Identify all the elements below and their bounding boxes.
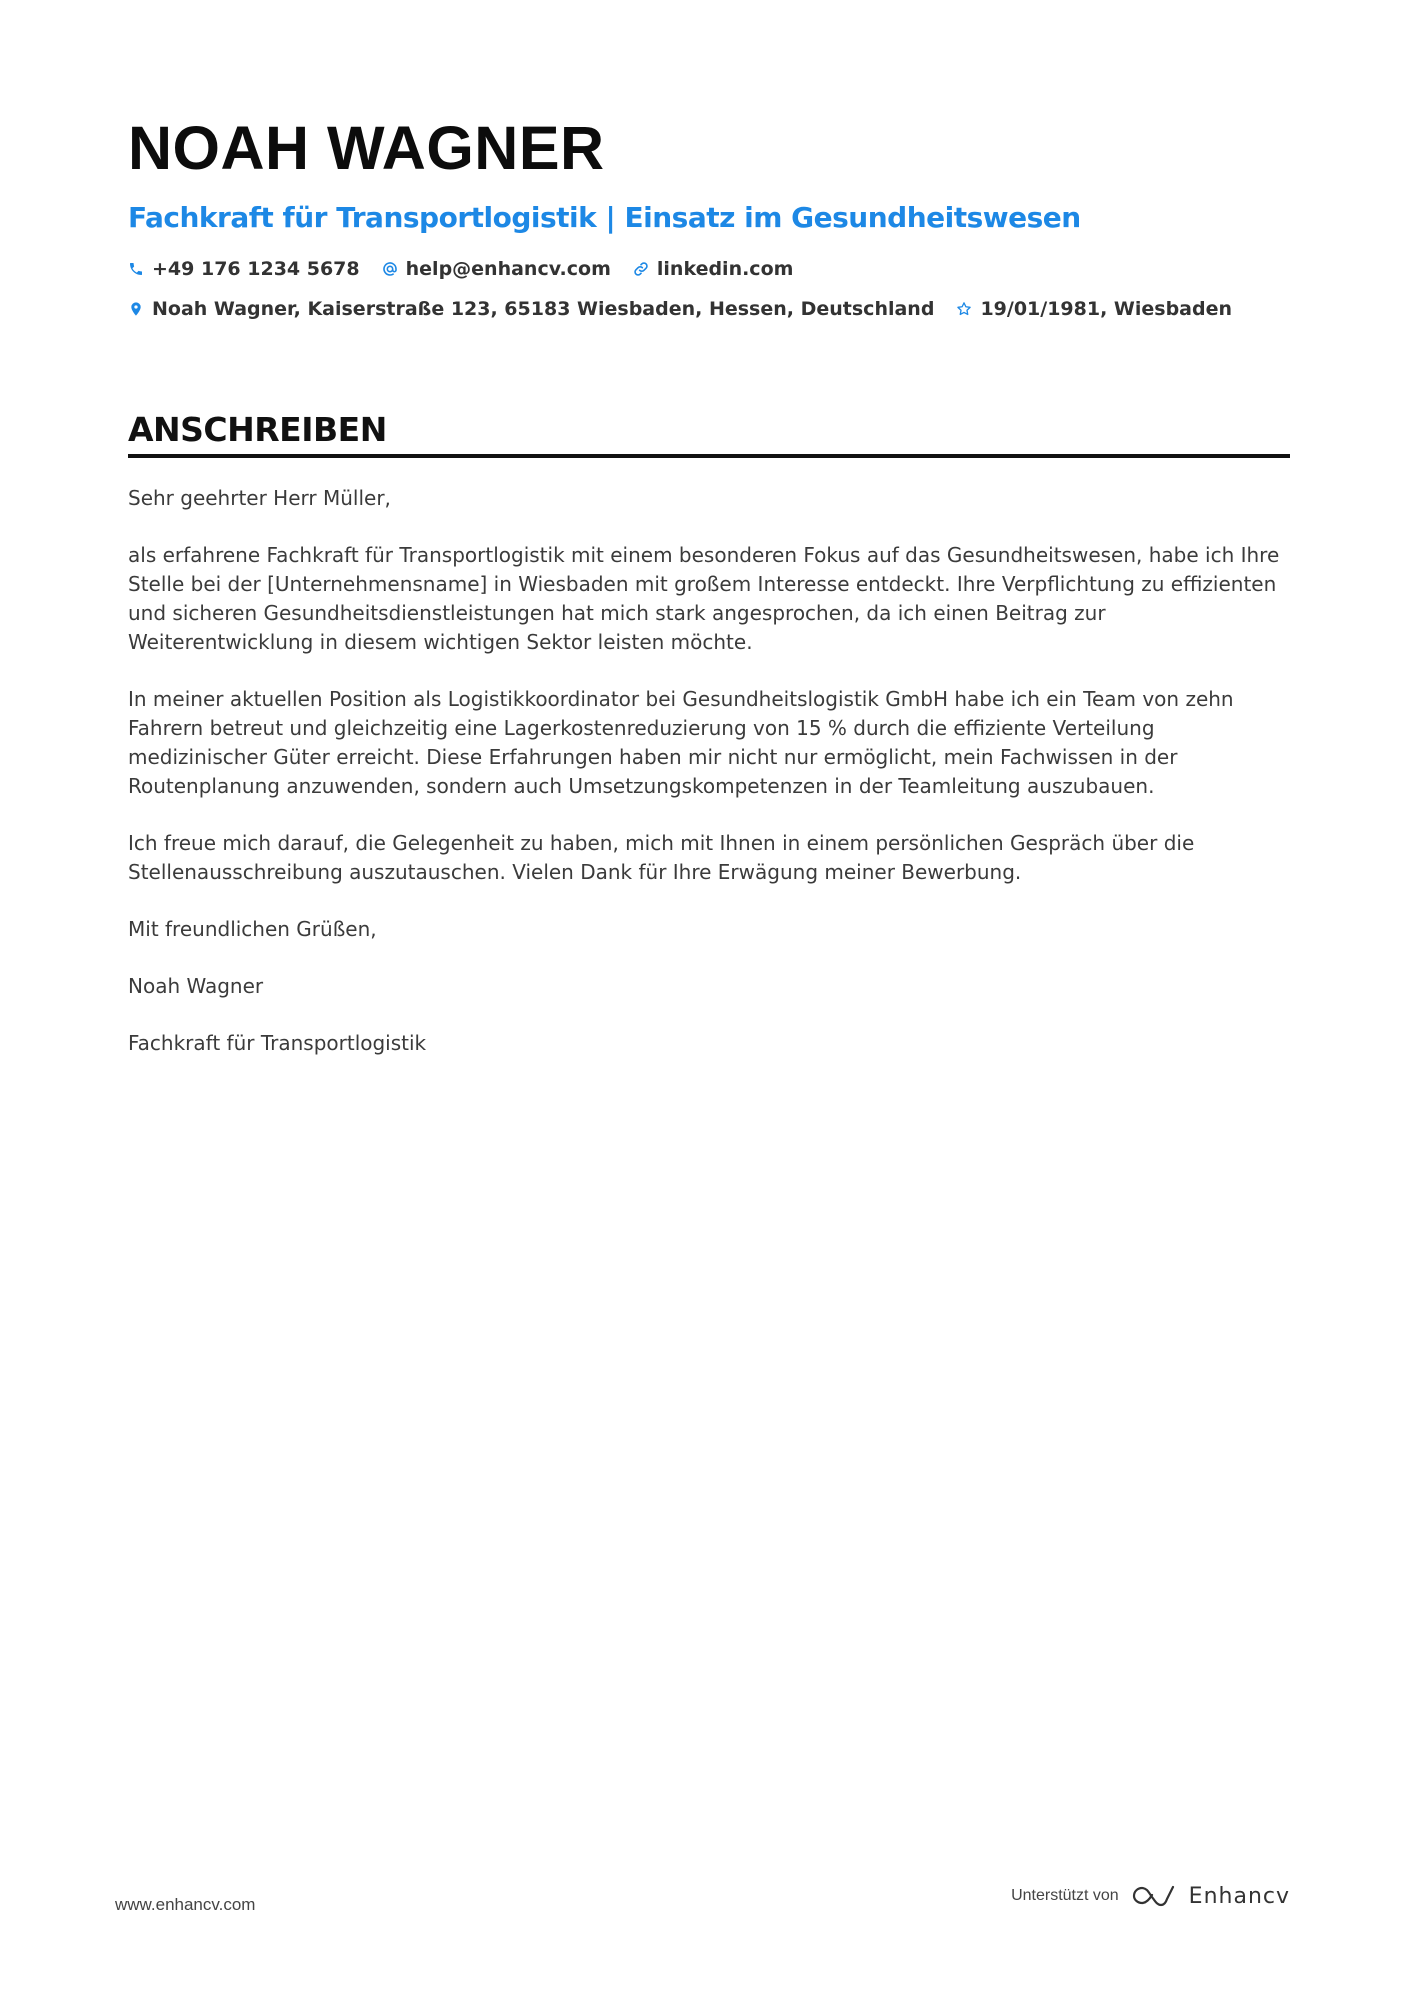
footer-website[interactable]: www.enhancv.com	[115, 1895, 256, 1914]
letter-salutation: Sehr geehrter Herr Müller,	[128, 486, 391, 510]
footer-branding	[1011, 1883, 1290, 1909]
contact-email[interactable]	[382, 258, 611, 280]
email-text: help@enhancv.com	[405, 258, 611, 280]
contact-birth	[956, 298, 1232, 320]
enhancv-logo-icon	[1131, 1883, 1177, 1909]
phone-icon	[128, 261, 144, 277]
at-icon	[382, 261, 398, 277]
birth-text: 19/01/1981, Wiesbaden	[980, 298, 1233, 320]
phone-text: +49 176 1234 5678	[152, 258, 360, 280]
section-title: ANSCHREIBEN	[128, 410, 387, 449]
letter-body	[128, 484, 1290, 1058]
brand-name: Enhancv	[1188, 1883, 1290, 1909]
contact-address	[128, 298, 934, 320]
candidate-name: NOAH WAGNER	[128, 114, 605, 182]
star-icon	[956, 301, 972, 317]
contact-phone	[128, 258, 360, 280]
link-icon	[633, 261, 649, 277]
letter-signature: Noah Wagner	[128, 974, 264, 998]
contact-row-primary	[128, 256, 1290, 282]
address-text: Noah Wagner, Kaiserstraße 123, 65183 Wiesbaden, Hessen, Deutschland	[152, 298, 935, 320]
linkedin-text: linkedin.com	[656, 258, 794, 280]
cover-letter-page	[128, 108, 1290, 1086]
letter-closing: Mit freundlichen Grüßen,	[128, 917, 377, 941]
candidate-tagline: Fachkraft für Transportlogistik | Einsatz im Gesundheitswesen	[128, 201, 1081, 234]
contact-linkedin[interactable]	[633, 258, 794, 280]
section-divider	[128, 454, 1290, 458]
letter-paragraph-1: als erfahrene Fachkraft für Transportlogistik mit einem besonderen Fokus auf das Gesundheitswesen, habe ich Ihre Stelle bei der [Unternehmensname] in Wiesbaden mit großem Interesse entdeckt. Ihre Verpflichtung zu effizienten und sicheren Gesundheitsdienstleistungen hat mich stark angesprochen, da ich einen Beitrag zur Weiterentwicklung in diesem wichtigen Sektor leisten möchte.	[128, 543, 1280, 654]
powered-by-text: Unterstützt von	[1011, 1887, 1119, 1904]
letter-signature-title: Fachkraft für Transportlogistik	[128, 1031, 427, 1055]
location-pin-icon	[128, 301, 144, 317]
enhancv-logo[interactable]	[1131, 1883, 1290, 1909]
letter-paragraph-2: In meiner aktuellen Position als Logistikkoordinator bei Gesundheitslogistik GmbH habe ich ein Team von zehn Fahrern betreut und gleichzeitig eine Lagerkostenreduzierung von 15 % durch die effiziente Verteilung medizinischer Güter erreicht. Diese Erfahrungen haben mir nicht nur ermöglicht, mein Fachwissen in der Routenplanung anzuwenden, sondern auch Umsetzungskompetenzen in der Teamleitung auszubauen.	[128, 687, 1234, 798]
letter-paragraph-3: Ich freue mich darauf, die Gelegenheit zu haben, mich mit Ihnen in einem persönlichen Gespräch über die Stellenausschreibung auszutauschen. Vielen Dank für Ihre Erwägung meiner Bewerbung.	[128, 831, 1195, 884]
contact-row-secondary	[128, 296, 1290, 322]
